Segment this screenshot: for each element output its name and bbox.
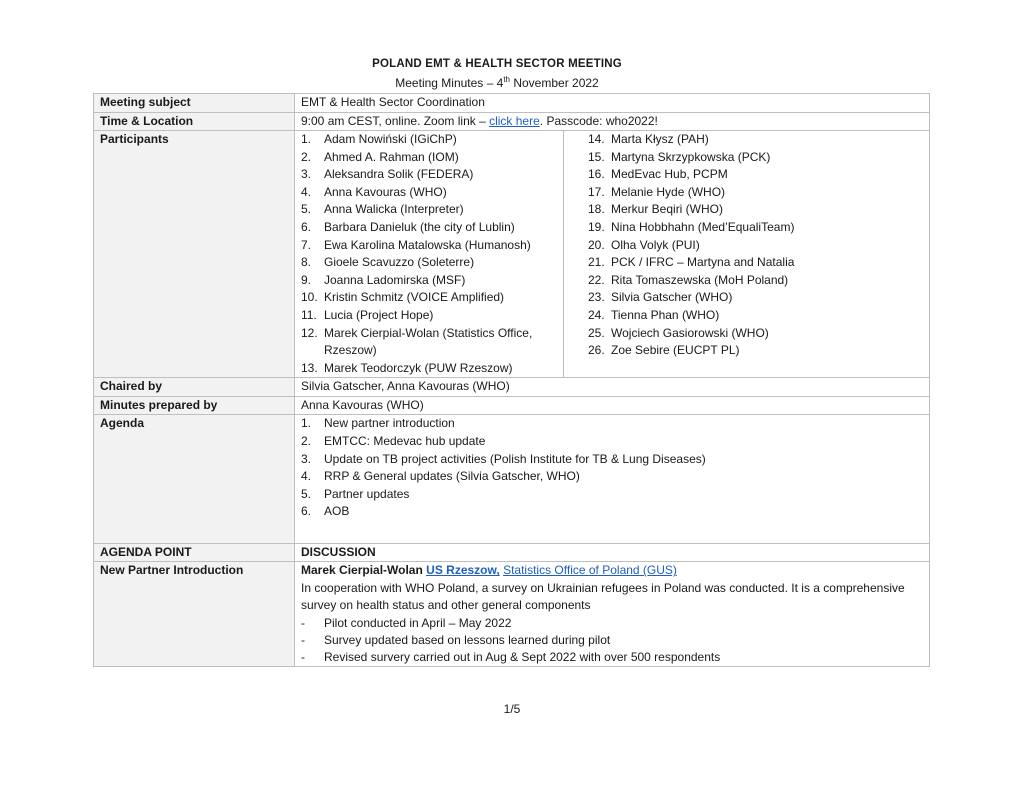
row-participants — [94, 131, 930, 378]
participant-item-number: 20. — [588, 237, 605, 252]
participant-item — [588, 201, 929, 219]
participant-item — [588, 289, 929, 307]
participant-item — [301, 289, 563, 307]
participant-item-number: 9. — [301, 272, 312, 287]
participants-value — [295, 131, 930, 378]
participant-item-text: Olha Volyk (PUI) — [611, 237, 700, 252]
survey-paragraph: In cooperation with WHO Poland, a survey on Ukrainian refugees in Poland was conducted. It is a comprehensive survey on health status and other general components — [301, 580, 905, 613]
row-time-location — [94, 112, 930, 131]
zoom-link[interactable]: click here — [489, 113, 540, 128]
subtitle-text: Meeting Minutes – 4 — [395, 76, 504, 90]
participant-item — [301, 149, 563, 167]
participant-item-text: Anna Walicka (Interpreter) — [324, 202, 464, 217]
participant-item-number: 2. — [301, 149, 312, 164]
agenda-item — [301, 468, 923, 486]
survey-bullet — [301, 649, 923, 666]
agenda-item — [301, 415, 923, 433]
participant-item-number: 14. — [588, 132, 605, 146]
participant-item-text: Lucia (Project Hope) — [324, 307, 434, 322]
passcode-text: . Passcode: who2022! — [539, 113, 658, 128]
agenda-item-text: Partner updates — [324, 486, 410, 501]
participants-label: Participants — [94, 131, 295, 378]
participant-item-number: 17. — [588, 184, 605, 199]
participant-item — [301, 166, 563, 184]
agenda-item-text: Update on TB project activities (Polish Institute for TB & Lung Diseases) — [324, 451, 706, 466]
agenda-value — [295, 415, 930, 544]
participant-item-number: 3. — [301, 167, 312, 182]
participant-item — [588, 254, 929, 272]
participant-item-text: Ewa Karolina Matalowska (Humanosh) — [324, 237, 531, 252]
discussion-heading: DISCUSSION — [295, 543, 930, 562]
participant-item-text: Anna Kavouras (WHO) — [324, 184, 447, 199]
participant-item-number: 23. — [588, 290, 605, 305]
document-subtitle — [0, 76, 994, 90]
participant-item-text: Aleksandra Solik (FEDERA) — [324, 167, 474, 182]
agenda-item-text: AOB — [324, 504, 350, 519]
participant-item-text: Marek Teodorczyk (PUW Rzeszow) — [324, 360, 513, 375]
participant-item-number: 18. — [588, 202, 605, 217]
participant-item — [588, 219, 929, 237]
survey-bullet-text: Revised survery carried out in Aug & Sept 2022 with over 500 respondents — [324, 649, 721, 664]
agenda-item-text: New partner introduction — [324, 416, 455, 431]
participants-list-right — [588, 131, 929, 360]
participant-item — [588, 149, 929, 167]
participant-item-text: Adam Nowiński (IGiChP) — [324, 132, 457, 146]
participant-item — [588, 342, 929, 360]
agenda-item — [301, 486, 923, 504]
time-location-label: Time & Location — [94, 112, 295, 131]
participant-item-text: Wojciech Gasiorowski (WHO) — [611, 325, 769, 340]
chaired-by-label: Chaired by — [94, 378, 295, 397]
subtitle-superscript: th — [503, 75, 510, 84]
participant-item-number: 11. — [301, 307, 317, 322]
participant-item-text: MedEvac Hub, PCPM — [611, 167, 728, 182]
participant-item-text: Silvia Gatscher (WHO) — [611, 290, 733, 305]
participants-column-left — [277, 131, 564, 377]
participant-item — [301, 307, 563, 325]
participant-item-text: Gioele Scavuzzo (Soleterre) — [324, 255, 475, 270]
agenda-item — [301, 451, 923, 469]
participant-item — [301, 254, 563, 272]
participant-item-text: Joanna Ladomirska (MSF) — [324, 272, 466, 287]
participant-item — [301, 237, 563, 255]
participant-item-number: 15. — [588, 149, 605, 164]
agenda-item — [301, 433, 923, 451]
participant-item-text: Merkur Beqiri (WHO) — [611, 202, 724, 217]
agenda-item-number: 3. — [301, 451, 312, 466]
chaired-by-value: Silvia Gatscher, Anna Kavouras (WHO) — [295, 378, 930, 397]
participant-item-number: 5. — [301, 202, 312, 217]
participant-item — [301, 184, 563, 202]
row-new-partner-introduction — [94, 562, 930, 667]
participant-item-number: 7. — [301, 237, 312, 252]
row-minutes-prepared — [94, 396, 930, 415]
participant-item — [301, 360, 563, 378]
agenda-item-text: RRP & General updates (Silvia Gatscher, WHO) — [324, 469, 580, 484]
participant-item-text: PCK / IFRC – Martyna and Natalia — [611, 255, 795, 270]
participant-item-number: 1. — [301, 132, 312, 146]
participant-item-number: 13. — [301, 360, 318, 375]
agenda-item-number: 6. — [301, 504, 312, 519]
participant-item-text: Martyna Skrzypkowska (PCK) — [611, 149, 771, 164]
participant-item-text: Zoe Sebire (EUCPT PL) — [611, 343, 740, 358]
minutes-prepared-label: Minutes prepared by — [94, 396, 295, 415]
time-text: 9:00 am CEST, online. Zoom link – — [301, 113, 490, 128]
participant-item — [588, 166, 929, 184]
participant-item-number: 6. — [301, 219, 312, 234]
participant-item-number: 22. — [588, 272, 605, 287]
participant-item — [301, 272, 563, 290]
participant-item — [588, 184, 929, 202]
participant-item — [588, 272, 929, 290]
participant-item-number: 16. — [588, 167, 605, 182]
survey-bullet-text: Pilot conducted in April – May 2022 — [324, 615, 512, 630]
participant-item-text: Tienna Phan (WHO) — [611, 307, 720, 322]
survey-bullets — [301, 615, 923, 666]
row-section-heading — [94, 543, 930, 562]
minutes-prepared-value: Anna Kavouras (WHO) — [295, 396, 930, 415]
participant-item-text: Melanie Hyde (WHO) — [611, 184, 726, 199]
participant-item-number: 8. — [301, 255, 312, 270]
row-agenda — [94, 415, 930, 544]
participant-item-number: 24. — [588, 307, 605, 322]
us-rzeszow-link[interactable]: US Rzeszow, — [426, 563, 500, 578]
agenda-point-heading: AGENDA POINT — [94, 543, 295, 562]
participant-item-text: Ahmed A. Rahman (IOM) — [324, 149, 459, 164]
participant-item — [588, 307, 929, 325]
participant-item-text: Rita Tomaszewska (MoH Poland) — [611, 272, 789, 287]
participant-item-text: Barbara Danieluk (the city of Lublin) — [324, 219, 515, 234]
agenda-list — [301, 415, 923, 521]
participant-item — [588, 237, 929, 255]
survey-bullet-text: Survey updated based on lessons learned during pilot — [324, 632, 611, 647]
participant-item-number: 12. — [301, 325, 318, 340]
presenter-name: Marek Cierpial-Wolan — [301, 563, 427, 578]
page-number: 1/5 — [503, 702, 521, 716]
survey-bullet-number: - — [301, 649, 305, 664]
participant-item — [588, 325, 929, 343]
participant-item — [301, 325, 563, 360]
subtitle-date: November 2022 — [510, 76, 599, 90]
participant-item-number: 19. — [588, 219, 605, 234]
survey-bullet — [301, 615, 923, 632]
agenda-item — [301, 503, 923, 521]
minutes-table — [93, 93, 930, 667]
participant-item — [301, 219, 563, 237]
participant-item — [301, 201, 563, 219]
new-partner-discussion — [295, 562, 930, 667]
presenter-line — [301, 562, 923, 580]
participant-item-number: 26. — [588, 343, 605, 358]
participant-item — [588, 131, 929, 149]
participant-item-text: Marek Cierpial-Wolan (Statistics Office, Rzeszow) — [324, 325, 533, 358]
participant-item-number: 4. — [301, 184, 312, 199]
row-chaired-by — [94, 378, 930, 397]
participant-item-number: 21. — [588, 255, 605, 270]
meeting-subject-label: Meeting subject — [94, 94, 295, 113]
document-title: POLAND EMT & HEALTH SECTOR MEETING — [372, 58, 622, 70]
meeting-subject-value: EMT & Health Sector Coordination — [295, 94, 930, 113]
agenda-item-text: EMTCC: Medevac hub update — [324, 433, 486, 448]
agenda-item-number: 5. — [301, 486, 312, 501]
row-meeting-subject — [94, 94, 930, 113]
agenda-item-number: 4. — [301, 469, 312, 484]
participant-item-number: 25. — [588, 325, 605, 340]
time-location-value — [295, 112, 930, 131]
participant-item-text: Marta Kłysz (PAH) — [611, 132, 709, 146]
survey-bullet-number: - — [301, 632, 305, 647]
participant-item-number: 10. — [301, 290, 318, 305]
participants-column-right — [564, 131, 929, 377]
agenda-item-number: 2. — [301, 433, 312, 448]
survey-bullet — [301, 632, 923, 649]
gus-link[interactable]: Statistics Office of Poland (GUS) — [503, 563, 677, 578]
participant-item-text: Nina Hobbhahn (Med’EqualiTeam) — [611, 219, 795, 234]
survey-bullet-number: - — [301, 615, 305, 630]
participant-item-text: Kristin Schmitz (VOICE Amplified) — [324, 290, 505, 305]
agenda-item-number: 1. — [301, 416, 312, 431]
participants-list-left — [301, 131, 563, 377]
agenda-label: Agenda — [94, 415, 295, 544]
new-partner-label: New Partner Introduction — [94, 562, 295, 667]
participant-item — [301, 131, 563, 149]
